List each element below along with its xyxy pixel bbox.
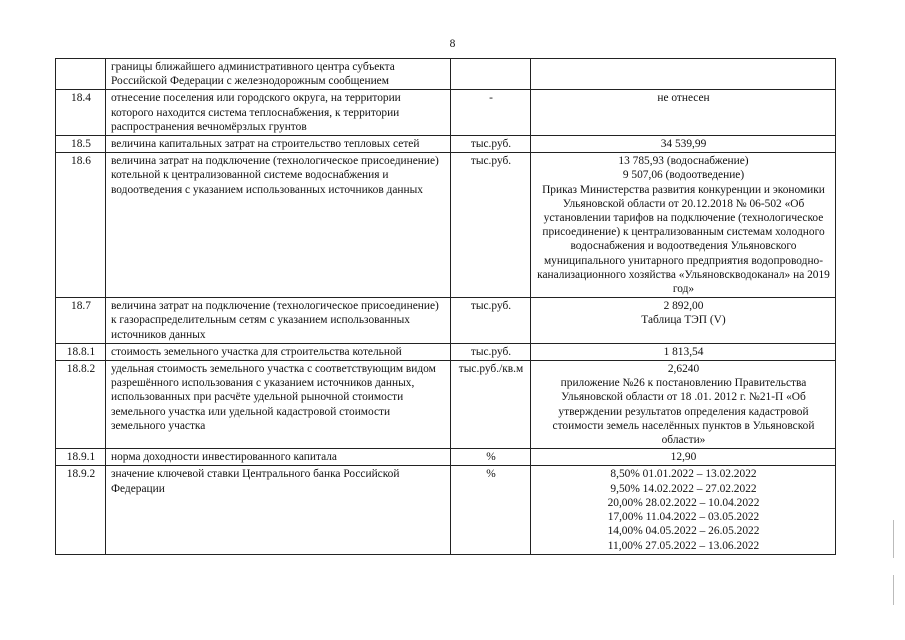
value-line: 17,00% 11.04.2022 – 03.05.2022 — [607, 511, 760, 524]
row-description — [106, 153, 451, 298]
row-number: 18.8.1 — [56, 343, 106, 360]
row-unit — [451, 59, 531, 90]
value-line: 1 813,54 — [663, 345, 704, 358]
table-row — [56, 449, 836, 466]
row-description — [106, 466, 451, 554]
description-text: величина затрат на подключение (технологическое присоединение) к газораспределительным сетям с указанием использованных источников данных — [111, 300, 439, 341]
row-unit: тыс.руб. — [451, 343, 531, 360]
row-description — [106, 449, 451, 466]
table-row — [56, 153, 836, 298]
row-description — [106, 343, 451, 360]
row-unit: тыс.руб. — [451, 153, 531, 298]
value-line: 2,6240 — [667, 363, 700, 376]
row-description — [106, 136, 451, 153]
scan-edge-mark — [893, 520, 894, 558]
row-number: 18.9.1 — [56, 449, 106, 466]
description-text: норма доходности инвестированного капитала — [111, 451, 337, 464]
table-row — [56, 343, 836, 360]
row-value — [531, 343, 836, 360]
table-body — [56, 59, 836, 555]
row-description — [106, 361, 451, 449]
description-text: величина затрат на подключение (технологическое присоединение) котельной к централизованной системе водоснабжения и водоотведения с указанием использованных источников данных — [111, 155, 439, 196]
row-unit: тыс.руб. — [451, 136, 531, 153]
row-description — [106, 298, 451, 344]
description-text: значение ключевой ставки Центрального банка Российской Федерации — [111, 468, 400, 495]
row-number — [56, 59, 106, 90]
value-line: 9,50% 14.02.2022 – 27.02.2022 — [610, 482, 757, 495]
row-unit: тыс.руб./кв.м — [451, 361, 531, 449]
table-row — [56, 59, 836, 90]
value-line: Таблица ТЭП (V) — [641, 314, 726, 327]
scan-edge-mark — [893, 575, 894, 605]
value-line: 2 892,00 — [663, 300, 704, 313]
value-line: 11,00% 27.05.2022 – 13.06.2022 — [607, 539, 760, 552]
description-text: отнесение поселения или городского округа, на территории которого находится система теплоснабжения, к территории распространения вечномёрзлых грунтов — [111, 92, 401, 133]
row-value — [531, 153, 836, 298]
row-number: 18.5 — [56, 136, 106, 153]
row-number: 18.8.2 — [56, 361, 106, 449]
row-number: 18.9.2 — [56, 466, 106, 554]
description-text: удельная стоимость земельного участка с соответствующим видом разрешённого использования с указанием источников данных, использованных при расчёте удельной рыночной стоимости земельного участка или удельной кадастровой стоимости земельного участка — [111, 363, 436, 432]
value-line: 14,00% 04.05.2022 – 26.05.2022 — [607, 525, 760, 538]
row-number: 18.4 — [56, 90, 106, 136]
value-line: приложение №26 к постановлению Правительства Ульяновской области от 18 .01. 2012 г. №21-П «Об утверждении результатов определения кадастровой стоимости земель населённых пунктов в Ульяновской области» — [552, 377, 815, 447]
value-line: 9 507,06 (водоотведение) — [622, 169, 745, 182]
row-unit: % — [451, 466, 531, 554]
row-unit: % — [451, 449, 531, 466]
value-line: 8,50% 01.01.2022 – 13.02.2022 — [610, 468, 757, 481]
row-number: 18.7 — [56, 298, 106, 344]
table-row — [56, 136, 836, 153]
row-number: 18.6 — [56, 153, 106, 298]
table-row — [56, 298, 836, 344]
table-row — [56, 90, 836, 136]
row-value — [531, 449, 836, 466]
row-value — [531, 90, 836, 136]
row-value — [531, 466, 836, 554]
row-value — [531, 298, 836, 344]
row-value — [531, 59, 836, 90]
row-description — [106, 90, 451, 136]
value-line: 20,00% 28.02.2022 – 10.04.2022 — [607, 496, 760, 509]
description-text: стоимость земельного участка для строительства котельной — [111, 345, 402, 358]
page-number: 8 — [449, 38, 456, 50]
row-unit: тыс.руб. — [451, 298, 531, 344]
row-value — [531, 361, 836, 449]
value-line: Приказ Министерства развития конкуренции и экономики Ульяновской области от 20.12.2018 № 06-502 «Об установлении тарифов на подключение (технологическое присоединение) к централизованным системам холодного водоснабжения и водоотведения Ульяновского муниципального унитарного предприятия водопроводно-канализационного хозяйства «Ульяновскводоканал» на 2019 год» — [537, 183, 830, 296]
value-line: не отнесен — [657, 92, 710, 105]
row-description — [106, 59, 451, 90]
row-unit: - — [451, 90, 531, 136]
value-line: 13 785,93 (водоснабжение) — [618, 155, 749, 168]
description-text: величина капитальных затрат на строительство тепловых сетей — [111, 138, 420, 151]
value-line: 12,90 — [670, 451, 697, 464]
parameters-table — [55, 58, 836, 555]
table-row — [56, 361, 836, 449]
table-row — [56, 466, 836, 554]
description-text: границы ближайшего административного центра субъекта Российской Федерации с железнодорожным сообщением — [111, 61, 395, 88]
value-line: 34 539,99 — [660, 138, 707, 151]
row-value — [531, 136, 836, 153]
